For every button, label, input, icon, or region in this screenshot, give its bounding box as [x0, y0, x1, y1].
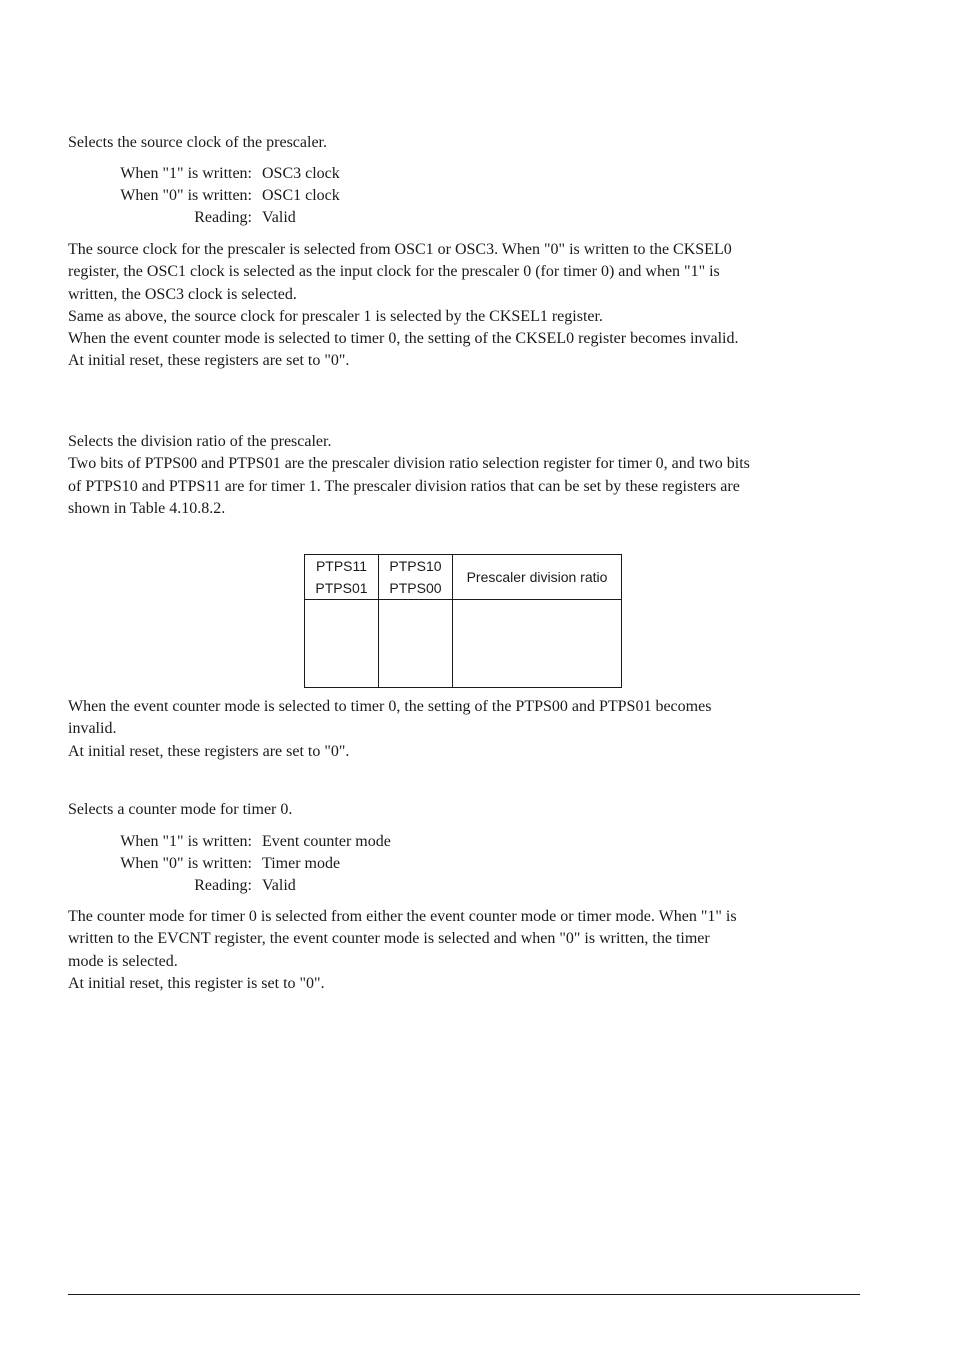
header-ptps10-ptps00: PTPS10 PTPS00 [379, 555, 453, 600]
table-row [305, 600, 622, 688]
division-ratio-notes: When the event counter mode is selected to timer 0, the setting of the PTPS00 and PTPS01 becomes invalid. At initial reset, these registers are set to "0". [68, 698, 712, 760]
clock-select-intro: Selects the source clock of the prescaler. [68, 134, 327, 151]
footer-rule [68, 1294, 860, 1295]
counter-mode-description: The counter mode for timer 0 is selected from either the event counter mode or timer mode. When "1" is written to the EVCNT register, the event counter mode is selected and when "0" is written, the timer mode is selected. At initial reset, this register is set to "0". [68, 908, 737, 992]
option-row: When "0" is written: Timer mode [120, 855, 341, 872]
header-division-ratio: Prescaler division ratio [453, 555, 622, 600]
option-row: When "0" is written: OSC1 clock [120, 187, 340, 204]
option-row: Reading: Valid [194, 877, 296, 894]
clock-select-options [68, 163, 568, 229]
table-header-row [305, 555, 622, 600]
division-ratio-table [304, 554, 622, 688]
division-ratio-intro: Selects the division ratio of the prescaler. Two bits of PTPS00 and PTPS01 are the prescaler division ratio selection register for timer 0, and two bits of PTPS10 and PTPS11 are for timer 1. The prescaler division ratios that can be set by these registers are shown in Table 4.10.8.2. [68, 433, 750, 517]
header-ptps11-ptps01: PTPS11 PTPS01 [305, 555, 379, 600]
table-cell [453, 600, 622, 688]
counter-mode-intro: Selects a counter mode for timer 0. [68, 801, 293, 818]
counter-mode-options [68, 831, 568, 897]
option-row: When "1" is written: Event counter mode [120, 833, 391, 850]
option-row: Reading: Valid [194, 209, 296, 226]
table-cell [305, 600, 379, 688]
option-row: When "1" is written: OSC3 clock [120, 165, 340, 182]
table-cell [379, 600, 453, 688]
clock-select-description: The source clock for the prescaler is selected from OSC1 or OSC3. When "0" is written to the CKSEL0 register, the OSC1 clock is selected as the input clock for the prescaler 0 (for timer 0) and when "1" is written, the OSC3 clock is selected. Same as above, the source clock for prescaler 1 is selected by the CKSEL1 register. When the event counter mode is selected to timer 0, the setting of the CKSEL0 register becomes invalid. At initial reset, these registers are set to "0". [68, 241, 739, 370]
